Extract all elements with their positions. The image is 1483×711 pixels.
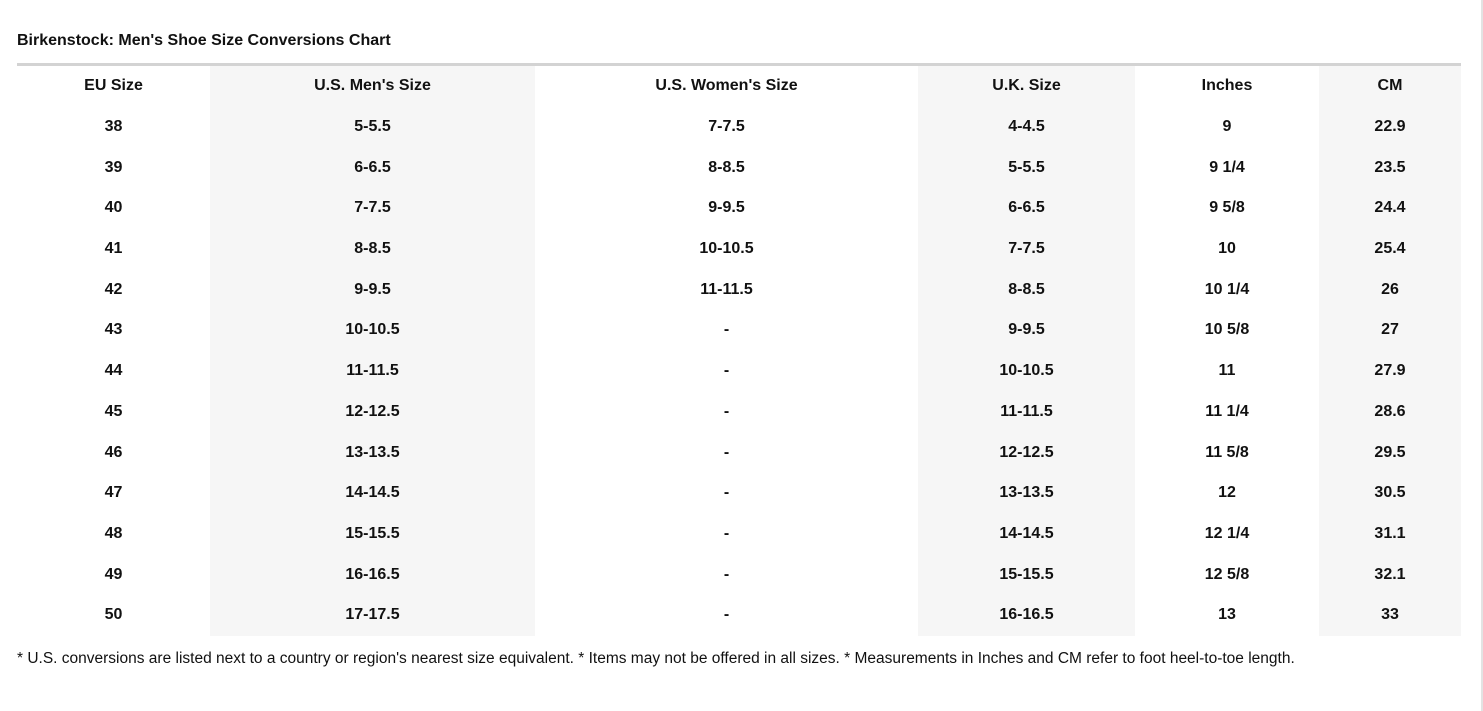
table-row — [17, 269, 1461, 310]
table-row — [17, 147, 1461, 188]
cell-inches: 13 — [1218, 606, 1236, 624]
cell-cm: 25.4 — [1319, 229, 1461, 270]
table-row — [17, 554, 1461, 595]
column-header-us-mens-size: U.S. Men's Size — [210, 66, 535, 107]
footnote: * U.S. conversions are listed next to a country or region's nearest size equivalent. * Items may not be offered in all sizes. * Measurements in Inches and CM refer to foot heel-to-toe length. — [17, 650, 1295, 667]
cell-us-womens-size: 9-9.5 — [708, 199, 745, 217]
cell-inches: 9 5/8 — [1209, 199, 1245, 217]
cell-uk-size: 12-12.5 — [918, 432, 1135, 473]
table-body — [17, 107, 1461, 636]
cell-inches: 12 — [1218, 484, 1236, 502]
cell-eu-size: 48 — [104, 524, 123, 542]
cell-inches: 10 1/4 — [1204, 280, 1250, 298]
cell-uk-size: 7-7.5 — [918, 229, 1135, 270]
cell-cm: 23.5 — [1319, 147, 1461, 188]
cell-eu-size: 46 — [104, 443, 123, 461]
cell-eu-size: 38 — [104, 118, 123, 136]
column-header-uk-size: U.K. Size — [918, 66, 1135, 107]
cell-cm: 26 — [1319, 269, 1461, 310]
cell-us-womens-size: - — [723, 524, 730, 542]
cell-us-womens-size: - — [723, 484, 730, 502]
cell-eu-size: 43 — [104, 321, 123, 339]
cell-eu-size: 49 — [104, 565, 123, 583]
cell-us-womens-size: 11-11.5 — [700, 280, 753, 298]
page-title: Birkenstock: Men's Shoe Size Conversions Chart — [17, 32, 391, 49]
cell-cm: 31.1 — [1319, 514, 1461, 555]
cell-cm: 24.4 — [1319, 188, 1461, 229]
cell-uk-size: 8-8.5 — [918, 269, 1135, 310]
cell-us-mens-size: 10-10.5 — [210, 310, 535, 351]
cell-cm: 28.6 — [1319, 392, 1461, 433]
cell-uk-size: 13-13.5 — [918, 473, 1135, 514]
cell-eu-size: 45 — [104, 402, 123, 420]
cell-eu-size: 44 — [104, 362, 123, 380]
cell-inches: 12 5/8 — [1204, 565, 1250, 583]
table-row — [17, 188, 1461, 229]
cell-us-womens-size: - — [723, 565, 730, 583]
cell-us-mens-size: 5-5.5 — [210, 107, 535, 148]
cell-cm: 32.1 — [1319, 554, 1461, 595]
cell-uk-size: 10-10.5 — [918, 351, 1135, 392]
cell-us-womens-size: 8-8.5 — [708, 158, 745, 176]
cell-us-mens-size: 14-14.5 — [210, 473, 535, 514]
cell-uk-size: 5-5.5 — [918, 147, 1135, 188]
cell-inches: 9 — [1222, 118, 1232, 136]
cell-us-womens-size: - — [723, 362, 730, 380]
table-row — [17, 392, 1461, 433]
cell-us-mens-size: 11-11.5 — [210, 351, 535, 392]
table-row — [17, 229, 1461, 270]
cell-us-mens-size: 16-16.5 — [210, 554, 535, 595]
cell-us-womens-size: - — [723, 321, 730, 339]
cell-uk-size: 4-4.5 — [918, 107, 1135, 148]
cell-inches: 11 5/8 — [1205, 443, 1249, 461]
cell-us-womens-size: - — [723, 402, 730, 420]
cell-us-mens-size: 13-13.5 — [210, 432, 535, 473]
cell-inches: 9 1/4 — [1209, 158, 1245, 176]
cell-us-womens-size: 7-7.5 — [708, 118, 745, 136]
cell-uk-size: 15-15.5 — [918, 554, 1135, 595]
header-row — [17, 66, 1461, 107]
table-row — [17, 473, 1461, 514]
table-row — [17, 432, 1461, 473]
cell-us-womens-size: - — [723, 443, 730, 461]
cell-us-mens-size: 7-7.5 — [210, 188, 535, 229]
cell-inches: 11 — [1218, 362, 1236, 380]
cell-cm: 30.5 — [1319, 473, 1461, 514]
cell-inches: 10 5/8 — [1204, 321, 1250, 339]
cell-cm: 33 — [1319, 595, 1461, 636]
cell-uk-size: 6-6.5 — [918, 188, 1135, 229]
column-header-cm: CM — [1319, 66, 1461, 107]
cell-eu-size: 39 — [104, 158, 123, 176]
column-header-us-womens-size: U.S. Women's Size — [655, 77, 798, 95]
cell-us-mens-size: 12-12.5 — [210, 392, 535, 433]
cell-eu-size: 47 — [104, 484, 123, 502]
table-row — [17, 351, 1461, 392]
column-header-inches: Inches — [1201, 77, 1253, 95]
cell-inches: 12 1/4 — [1204, 524, 1250, 542]
table-row — [17, 310, 1461, 351]
cell-cm: 22.9 — [1319, 107, 1461, 148]
table-row — [17, 514, 1461, 555]
cell-us-mens-size: 15-15.5 — [210, 514, 535, 555]
cell-eu-size: 40 — [104, 199, 123, 217]
cell-eu-size: 41 — [104, 240, 123, 258]
cell-eu-size: 50 — [104, 606, 123, 624]
cell-us-mens-size: 17-17.5 — [210, 595, 535, 636]
cell-cm: 27.9 — [1319, 351, 1461, 392]
cell-us-mens-size: 9-9.5 — [210, 269, 535, 310]
cell-us-womens-size: 10-10.5 — [699, 240, 754, 258]
cell-us-womens-size: - — [723, 606, 730, 624]
table-row — [17, 107, 1461, 148]
cell-uk-size: 11-11.5 — [918, 392, 1135, 433]
cell-inches: 10 — [1218, 240, 1236, 258]
table-row — [17, 595, 1461, 636]
cell-us-mens-size: 6-6.5 — [210, 147, 535, 188]
cell-uk-size: 14-14.5 — [918, 514, 1135, 555]
cell-us-mens-size: 8-8.5 — [210, 229, 535, 270]
cell-inches: 11 1/4 — [1205, 402, 1249, 420]
cell-uk-size: 9-9.5 — [918, 310, 1135, 351]
cell-uk-size: 16-16.5 — [918, 595, 1135, 636]
size-conversion-table — [17, 66, 1461, 636]
cell-cm: 29.5 — [1319, 432, 1461, 473]
column-header-eu-size: EU Size — [84, 77, 143, 95]
cell-eu-size: 42 — [104, 280, 123, 298]
cell-cm: 27 — [1319, 310, 1461, 351]
